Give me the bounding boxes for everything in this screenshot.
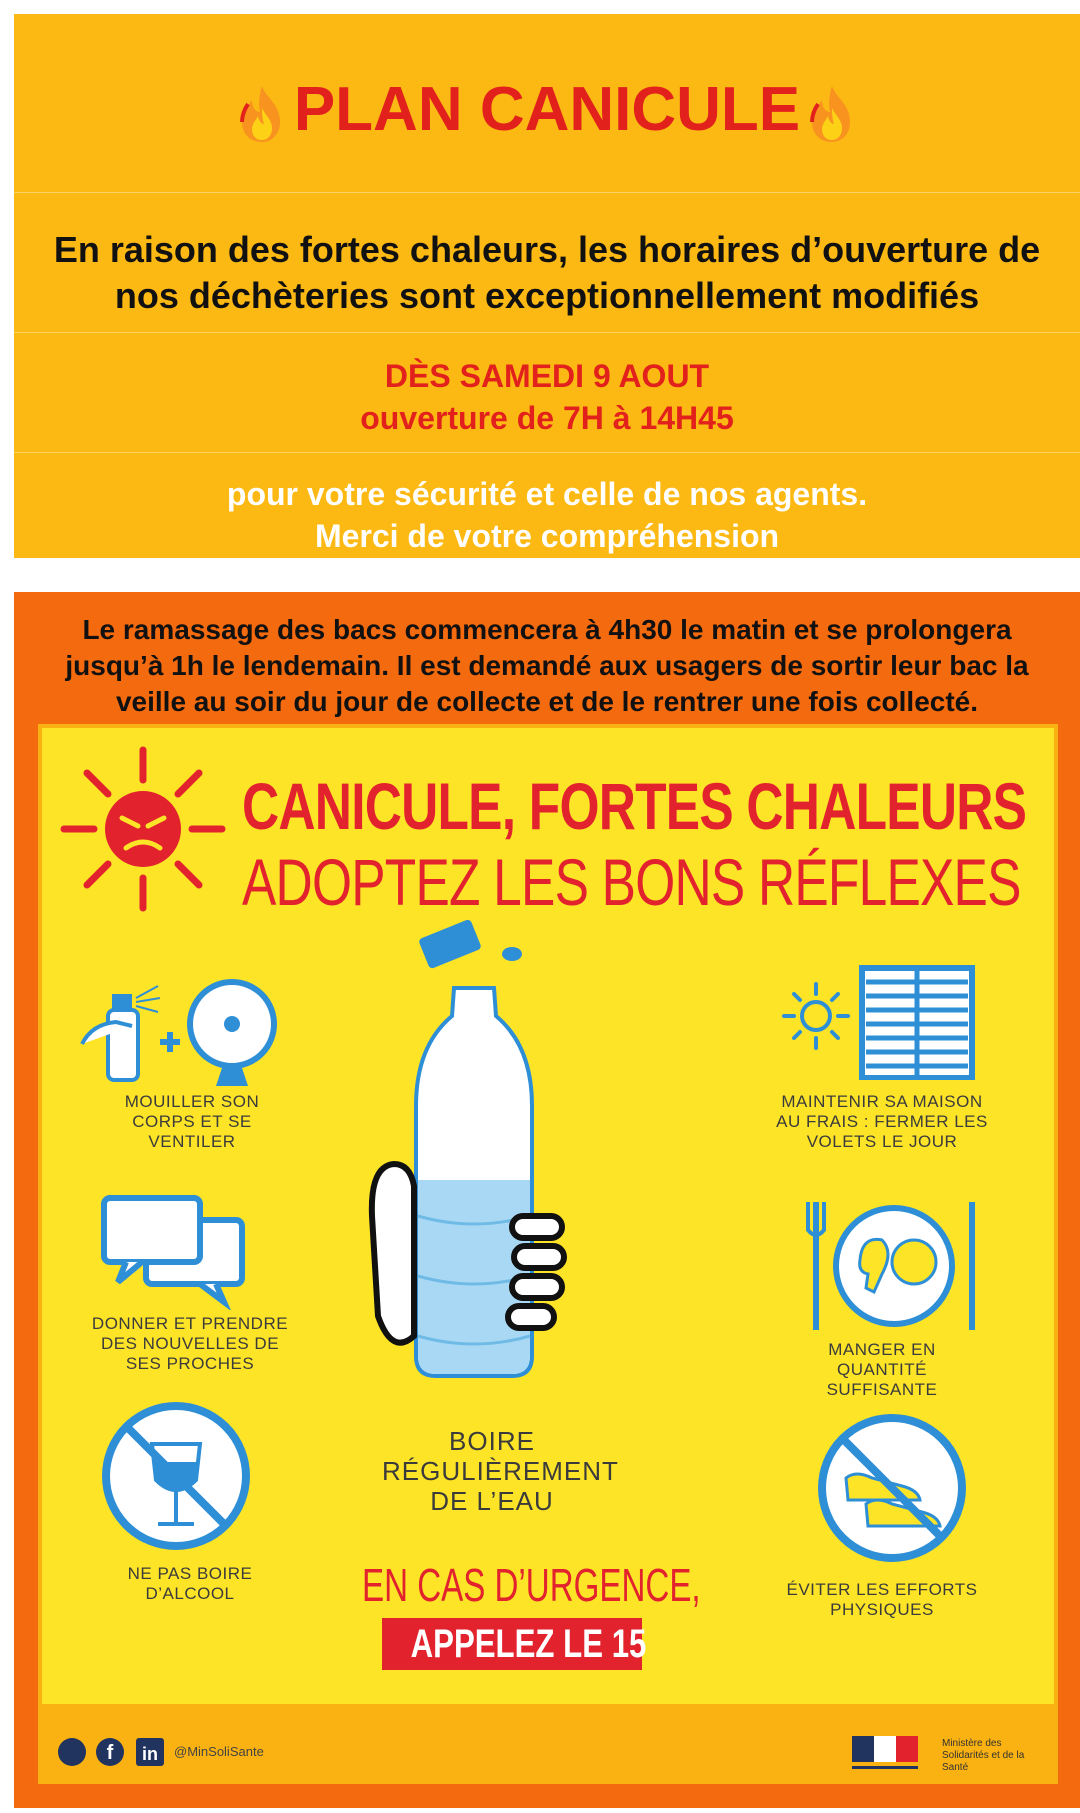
social-handle: @MinSoliSante <box>174 1744 264 1759</box>
ministry-label: Ministère des Solidarités et de la Santé <box>942 1738 1025 1773</box>
tip-give-news: DONNER ET PRENDRE DES NOUVELLES DE SES PROCHES <box>91 1314 289 1373</box>
svg-text:f: f <box>106 1742 114 1764</box>
tip-keep-house-cool: MAINTENIR SA MAISON AU FRAIS : FERMER LES VOLETS LE JOUR <box>776 1092 988 1151</box>
thanks-row <box>14 452 1080 559</box>
marianne-logo-icon <box>852 1736 932 1774</box>
start-date: DÈS SAMEDI 9 AOUT <box>384 358 710 394</box>
opening-hours: ouverture de 7H à 14H45 <box>360 400 734 436</box>
heatwave-poster <box>38 724 1058 1784</box>
fire-icon <box>234 84 290 144</box>
page-title <box>14 74 1080 145</box>
title-text: PLAN CANICULE <box>293 75 801 144</box>
fire-icon <box>804 84 860 144</box>
thanks-note: Merci de votre compréhension <box>314 518 780 554</box>
meal-plate-icon <box>802 1196 982 1336</box>
tip-eat-enough: MANGER EN QUANTITÉ SUFFISANTE <box>826 1340 938 1399</box>
hours-change-message: En raison des fortes chaleurs, les horaires d’ouverture de nos déchèteries sont exceptionnellement modifiés <box>53 229 1041 316</box>
sun-shutters-icon <box>782 960 982 1080</box>
collection-card <box>14 592 1080 1808</box>
emergency-number: APPELEZ LE 15 <box>410 1622 647 1666</box>
safety-note: pour votre sécurité et celle de nos agents. <box>226 476 868 512</box>
social-icons <box>56 1736 166 1768</box>
emergency-call-banner <box>382 1618 647 1670</box>
water-bottle-icon <box>362 916 592 1386</box>
no-sport-icon <box>812 1408 972 1568</box>
heatwave-notice-card <box>14 14 1080 558</box>
spray-fan-icon <box>72 964 292 1094</box>
speech-bubbles-icon <box>96 1190 256 1310</box>
svg-text:in: in <box>142 1744 158 1764</box>
angry-sun-icon <box>58 744 228 914</box>
no-alcohol-icon <box>96 1396 256 1556</box>
tip-no-alcohol: NE PAS BOIRE D’ALCOOL <box>127 1564 253 1603</box>
title-row <box>14 14 1080 192</box>
collection-notice: Le ramassage des bacs commencera à 4h30 le matin et se prolongera jusqu’à 1h le lendemain. Il est demandé aux usagers de sortir leur bac la veille au soir du jour de collecte et de le rentrer une fois collecté. <box>65 614 1029 717</box>
tip-wet-ventilate: MOUILLER SON CORPS ET SE VENTILER <box>124 1092 260 1151</box>
new-hours <box>14 355 1080 439</box>
poster-title: CANICULE, FORTES CHALEURS <box>242 769 1027 843</box>
poster-subtitle: ADOPTEZ LES BONS RÉFLEXES <box>242 845 1021 919</box>
message-row <box>14 192 1080 333</box>
tip-drink-water: BOIRE RÉGULIÈREMENT DE L’EAU <box>382 1426 619 1516</box>
thanks-message <box>14 473 1080 557</box>
date-row <box>14 332 1080 453</box>
urgency-text: EN CAS D’URGENCE, <box>362 1559 701 1611</box>
twitter-icon <box>58 1738 86 1766</box>
tip-avoid-effort: ÉVITER LES EFFORTS PHYSIQUES <box>786 1580 978 1619</box>
